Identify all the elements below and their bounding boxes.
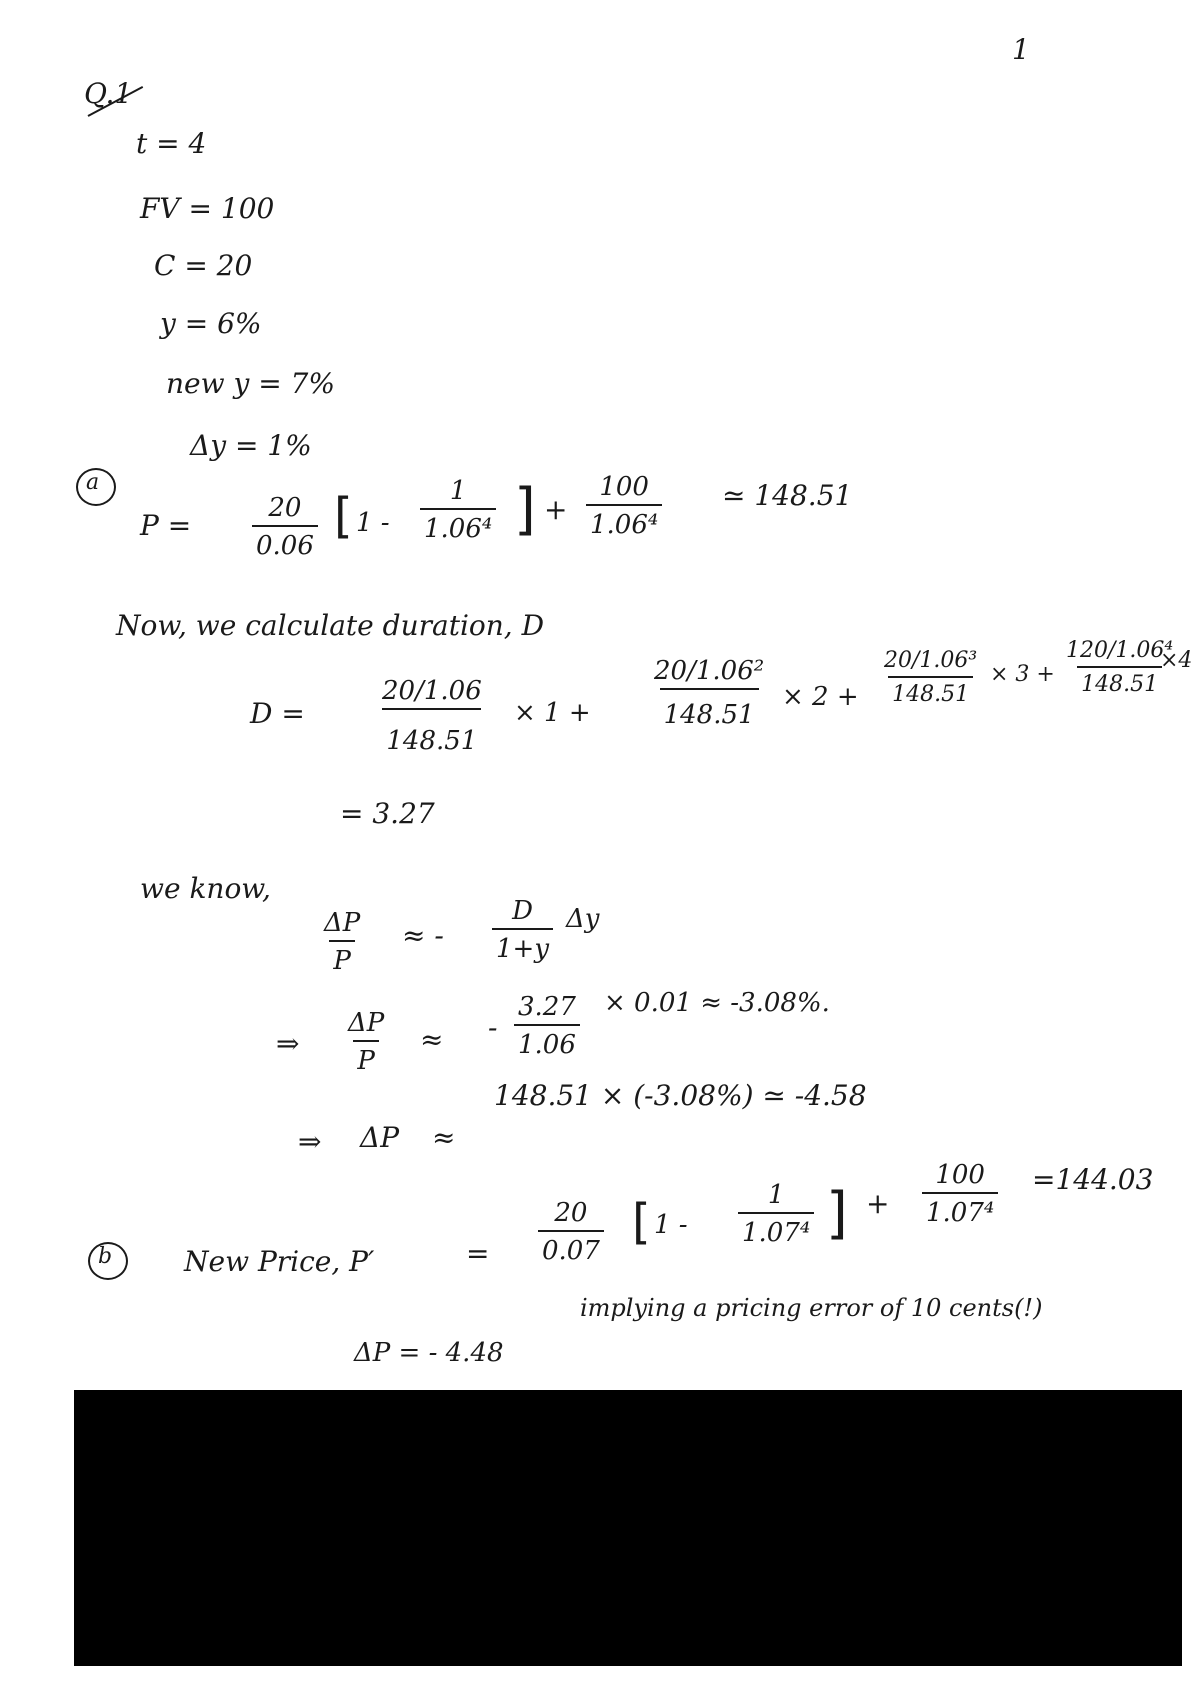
new-price-discount-fraction [738, 1182, 814, 1246]
duration-intro: Now, we calculate duration, D [116, 609, 545, 642]
new-price-eq: = [466, 1237, 490, 1270]
step2-ratio-fraction [514, 994, 580, 1058]
duration-term4-mult: ×4 [1160, 648, 1193, 673]
duration-term3 [880, 650, 981, 706]
price-face-fraction [586, 474, 662, 538]
duration-term3-num: 20/1.06³ [884, 648, 978, 673]
duration-term1-mult: × 1 + [514, 698, 591, 728]
question-label: Q.1 [84, 77, 133, 110]
relation-rhs-fraction [492, 898, 553, 962]
new-price-open-bracket: [ [632, 1194, 651, 1250]
page-number: 1 [1012, 33, 1030, 66]
new-price-coupon-den: 0.07 [538, 1230, 604, 1264]
delta-p-rhs: 148.51 × (-3.08%) ≃ -4.58 [494, 1079, 867, 1112]
duration-term2 [650, 658, 768, 728]
new-price-coupon-num: 20 [554, 1198, 588, 1228]
new-price-face-fraction [922, 1162, 998, 1226]
relation-rhs-num: D [512, 896, 533, 926]
duration-term2-den: 148.51 [660, 688, 759, 728]
relation-rhs-den: 1+y [492, 928, 553, 962]
step2-approx: ≈ [420, 1023, 444, 1056]
given-yield: y = 6% [160, 307, 262, 340]
new-price-bracket-one: 1 - [654, 1210, 688, 1240]
step2-lhs-num: ΔP [348, 1008, 385, 1038]
step2-ratio-den: 1.06 [514, 1024, 580, 1058]
price-discount-num: 1 [449, 476, 467, 506]
new-price-close-bracket: ] [826, 1181, 848, 1246]
step2-lhs-den: P [353, 1040, 379, 1074]
new-price-face-num: 100 [935, 1160, 985, 1190]
given-coupon: C = 20 [154, 249, 253, 282]
delta-p-approx: ≈ [432, 1121, 456, 1154]
given-new-yield: new y = 7% [166, 367, 335, 400]
new-price-discount-num: 1 [767, 1180, 785, 1210]
new-price-lhs: New Price, P′ [184, 1245, 375, 1278]
price-coupon-num: 20 [268, 493, 302, 523]
part-a-label: a [86, 470, 100, 495]
price-plus: + [544, 493, 568, 526]
part-b-label: b [98, 1244, 113, 1269]
price-face-num: 100 [599, 472, 649, 502]
price-close-bracket: ] [514, 477, 536, 542]
redaction-block [74, 1390, 1182, 1666]
duration-result: = 3.27 [340, 797, 435, 830]
relation-lhs-den: P [329, 940, 355, 974]
price-bracket-one: 1 - [356, 508, 390, 538]
price-lhs: P = [140, 509, 192, 542]
price-coupon-fraction [252, 495, 318, 559]
new-price-plus: + [866, 1187, 890, 1220]
relation-lhs-fraction [320, 910, 364, 974]
duration-lhs: D = [250, 697, 305, 730]
new-price-face-den: 1.07⁴ [922, 1192, 998, 1226]
step2-negative: - [488, 1011, 498, 1044]
given-delta-yield: Δy = 1% [190, 429, 312, 462]
duration-term3-den: 148.51 [888, 676, 973, 706]
delta-p-lhs: ΔP [360, 1121, 400, 1154]
duration-term1-num: 20/1.06 [382, 676, 482, 706]
duration-term3-mult: × 3 + [990, 662, 1055, 687]
duration-term1-den: 148.51 [382, 708, 481, 754]
duration-term1 [378, 678, 486, 754]
price-result: ≃ 148.51 [722, 479, 853, 512]
duration-term2-num: 20/1.06² [654, 656, 765, 686]
relation-lhs-num: ΔP [324, 908, 361, 938]
step2-lhs-fraction [344, 1010, 388, 1074]
price-open-bracket: [ [334, 488, 353, 544]
price-discount-fraction [420, 478, 496, 542]
price-coupon-den: 0.06 [252, 525, 318, 559]
delta-p-actual: ΔP = - 4.48 [354, 1338, 504, 1368]
implies-arrow-2: ⇒ [298, 1125, 322, 1158]
new-price-coupon-fraction [538, 1200, 604, 1264]
given-t: t = 4 [136, 127, 207, 160]
given-fv: FV = 100 [140, 192, 275, 225]
step2-ratio-num: 3.27 [518, 992, 576, 1022]
price-discount-den: 1.06⁴ [420, 508, 496, 542]
relation-approx: ≈ - [402, 919, 444, 952]
relation-rhs-tail: Δy [566, 904, 600, 934]
step2-tail: × 0.01 ≈ -3.08%. [604, 988, 830, 1018]
we-know-label: we know, [140, 872, 271, 905]
duration-term2-mult: × 2 + [782, 682, 859, 712]
duration-term4-num: 120/1.06⁴ [1066, 638, 1174, 663]
price-face-den: 1.06⁴ [586, 504, 662, 538]
new-price-discount-den: 1.07⁴ [738, 1212, 814, 1246]
implies-arrow-1: ⇒ [276, 1027, 300, 1060]
pricing-error-note: implying a pricing error of 10 cents(!) [580, 1294, 1043, 1322]
duration-term4-den: 148.51 [1077, 666, 1162, 696]
new-price-result: =144.03 [1032, 1163, 1154, 1196]
